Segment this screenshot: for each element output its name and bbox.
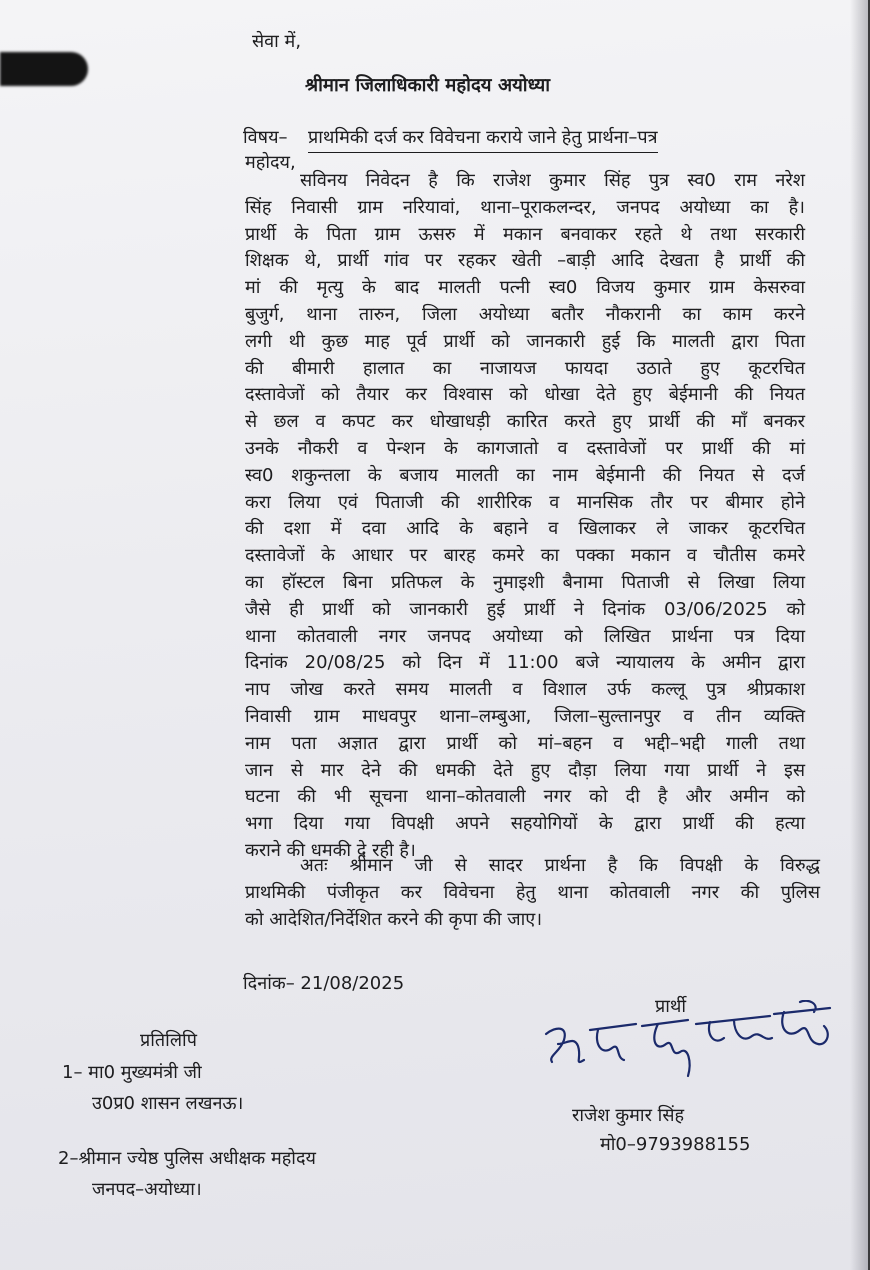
body-line: का हॉस्टल बिना प्रतिफल के नुमाइशी बैनामा पिताजी से लिखा लिया — [245, 571, 805, 593]
body-line: शिक्षक थे, प्रार्थी गांव पर रहकर खेती –बाड़ी आदि देखता है प्रार्थी की — [245, 250, 805, 272]
cc-item-1: 1– मा0 मुख्यमंत्री जी — [62, 1062, 202, 1083]
cc-item-1-continued: उ0प्र0 शासन लखनऊ। — [92, 1093, 244, 1114]
body-line: जान से मार देने की धमकी देते हुए दौड़ा लिया गया प्रार्थी ने इस — [245, 759, 805, 781]
body-line: घटना की भी सूचना थाना–कोतवाली नगर को दी है और अमीन को — [245, 786, 805, 808]
cc-item-2: 2–श्रीमान ज्येष्ठ पुलिस अधीक्षक महोदय — [58, 1148, 316, 1169]
page-edge-shadow — [850, 0, 868, 1270]
body-line: नाप जोख करते समय मालती व विशाल उर्फ कल्लू पुत्र श्रीप्रकाश — [245, 679, 805, 701]
body-line: भगा दिया गया विपक्षी अपने सहयोगियों के द्वारा प्रार्थी की हत्या — [245, 813, 805, 835]
subject-text: प्राथमिकी दर्ज कर विवेचना कराये जाने हेतु प्रार्थना–पत्र — [308, 124, 658, 153]
body-line: बुजुर्ग, थाना तारुन, जिला अयोध्या बतौर नौकरानी का काम करने — [245, 303, 805, 325]
body-line: प्रार्थी के पिता ग्राम ऊसरु में मकान बनवाकर रहते थे तथा सरकारी — [245, 223, 805, 245]
body-line: जैसे ही प्रार्थी को जानकारी हुई प्रार्थी ने दिनांक 03/06/2025 को — [245, 598, 805, 620]
body-line: लगी थी कुछ माह पूर्व प्रार्थी को जानकारी हुई कि मालती द्वारा पिता — [245, 330, 805, 352]
letter-date: दिनांक– 21/08/2025 — [243, 973, 405, 994]
sender-phone: मो0–9793988155 — [600, 1134, 751, 1155]
greeting: महोदय, — [245, 152, 296, 173]
letter-body — [245, 168, 805, 865]
body-line: स्व0 शकुन्तला के बजाय मालती का नाम बेईमानी की नियत से दर्ज — [245, 464, 805, 486]
body-line: उनके नौकरी व पेन्शन के कागजातो व दस्तावेजों पर प्रार्थी की मां — [245, 437, 805, 459]
cc-item-2-continued: जनपद–अयोध्या। — [92, 1179, 202, 1200]
body-line: की दशा में दवा आदि के बहाने व खिलाकर ले जाकर कूटरचित — [245, 518, 805, 540]
addressee: श्रीमान जिलाधिकारी महोदय अयोध्या — [305, 75, 551, 96]
cc-heading: प्रतिलिपि — [140, 1030, 197, 1051]
salutation: सेवा में, — [252, 31, 302, 52]
sender-label: प्रार्थी — [655, 996, 687, 1017]
request-line: को आदेशित/निर्देशित करने की कृपा की जाए। — [245, 908, 543, 930]
body-line: नाम पता अज्ञात द्वारा प्रार्थी को मां–बहन व भद्दी–भद्दी गाली तथा — [245, 732, 805, 754]
ink-blot — [0, 52, 88, 86]
body-line: सविनय निवेदन है कि राजेश कुमार सिंह पुत्र स्व0 राम नरेश — [300, 170, 805, 191]
body-line: दिनांक 20/08/25 को दिन में 11:00 बजे न्यायालय के अमीन द्वारा — [245, 652, 805, 674]
body-line: थाना कोतवाली नगर जनपद अयोध्या को लिखित प्रार्थना पत्र दिया — [245, 625, 805, 647]
body-line: से छल व कपट कर धोखाधड़ी कारित करते हुए प्रार्थी की माँ बनकर — [245, 411, 805, 433]
request-line: अतः श्रीमान जी से सादर प्रार्थना है कि विपक्षी के विरुद्ध — [300, 855, 820, 876]
subject-prefix: विषय– — [243, 127, 288, 148]
signature — [538, 1000, 838, 1090]
body-line: मां की मृत्यु के बाद मालती पत्नी स्व0 विजय कुमार ग्राम केसरुवा — [245, 277, 805, 299]
request-paragraph — [245, 853, 820, 933]
body-line: दस्तावेजों को तैयार कर विश्वास को धोखा देते हुए बेईमानी की नियत — [245, 384, 805, 406]
body-line: की बीमारी हालात का नाजायज फायदा उठाते हुए कूटरचित — [245, 357, 805, 379]
request-line: प्राथमिकी पंजीकृत कर विवेचना हेतु थाना कोतवाली नगर की पुलिस — [245, 881, 820, 903]
body-line: सिंह निवासी ग्राम नरियावां, थाना–पूराकलन्दर, जनपद अयोध्या का है। — [245, 196, 805, 218]
sender-name: राजेश कुमार सिंह — [572, 1105, 685, 1126]
body-line: दस्तावेजों के आधार पर बारह कमरे का पक्का मकान व चौतीस कमरे — [245, 545, 805, 567]
body-line: कराने की धमकी दे रही है। — [245, 839, 416, 861]
signature-text: राजेश कुमार सिंह — [656, 1078, 720, 1089]
body-line: निवासी ग्राम माधवपुर थाना–लम्बुआ, जिला–सुल्तानपुर व तीन व्यक्ति — [245, 705, 805, 727]
body-line: करा लिया एवं पिताजी की शारीरिक व मानसिक तौर पर बीमार होने — [245, 491, 805, 513]
